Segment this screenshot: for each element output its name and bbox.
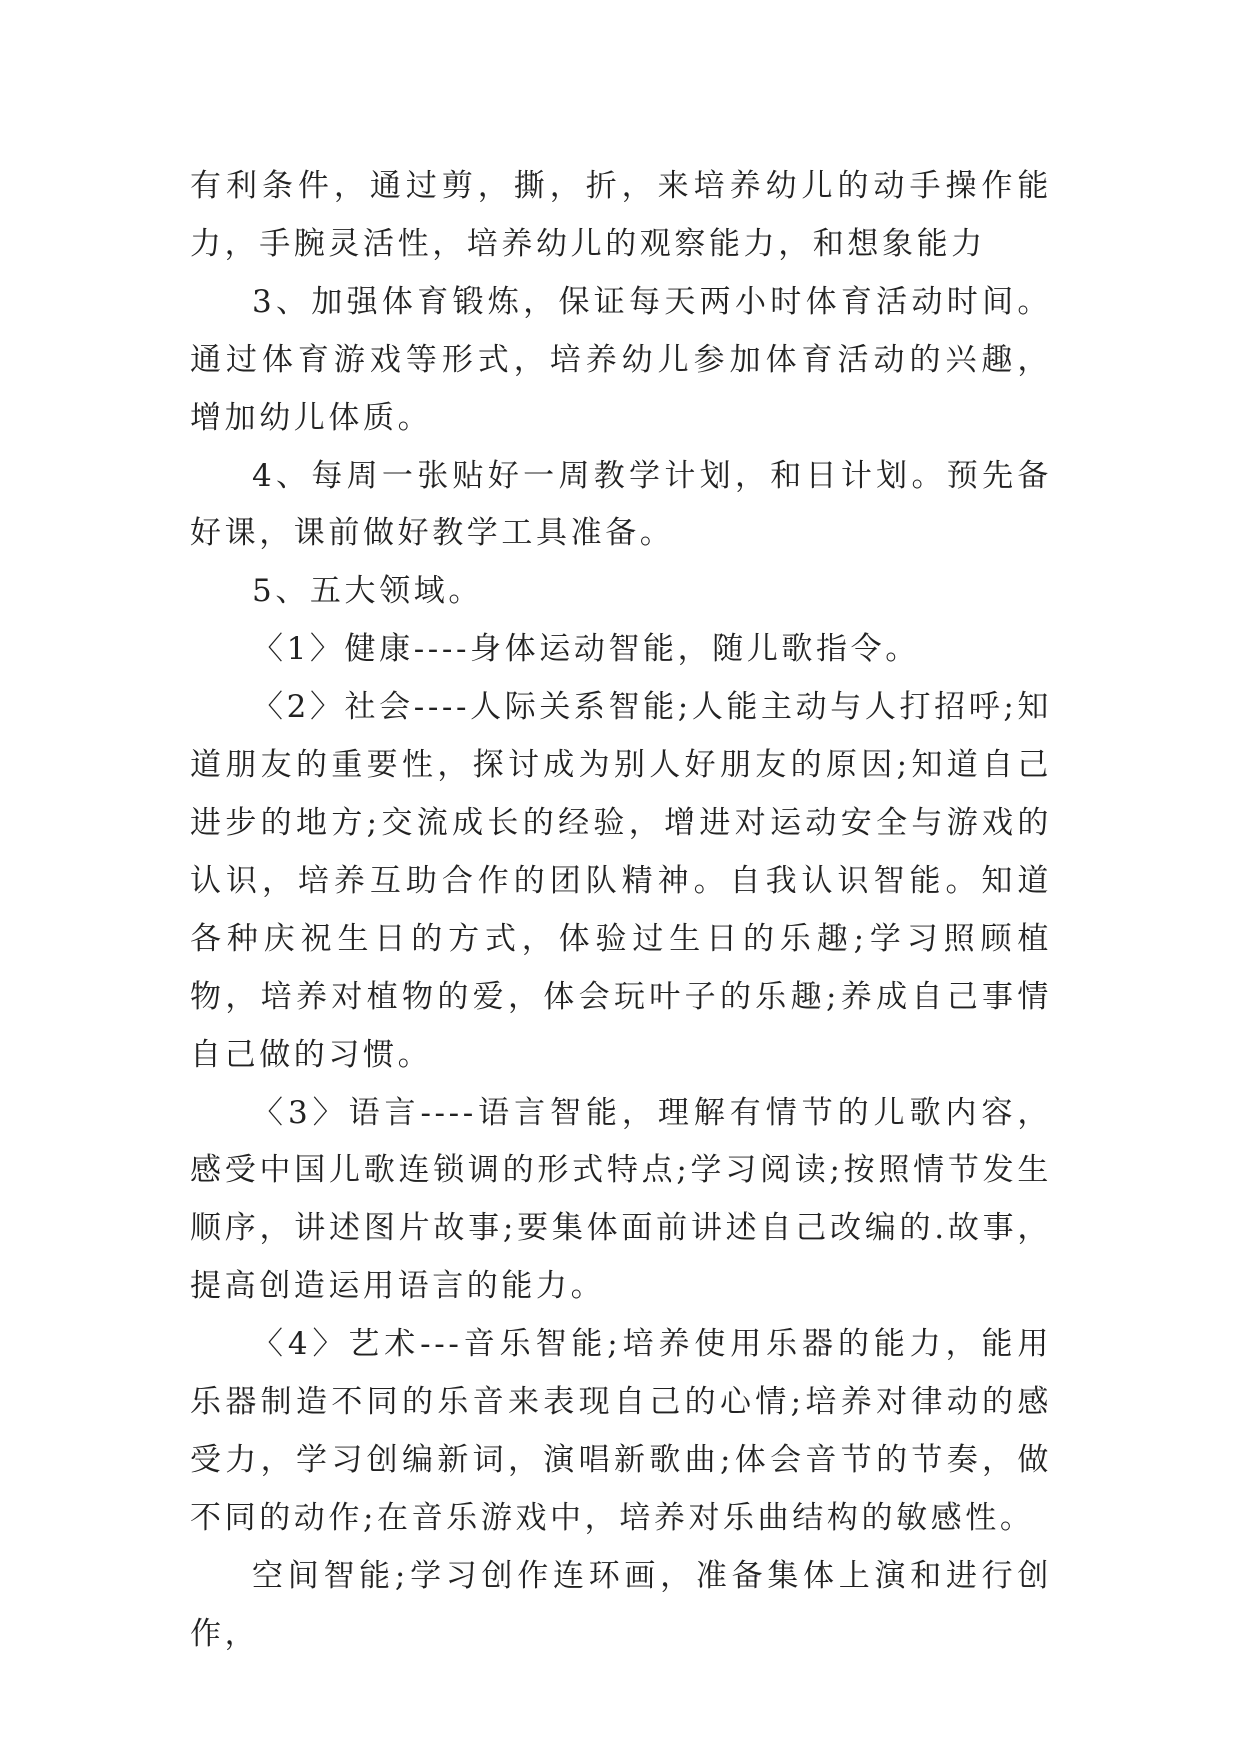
paragraph-item-5: 5、五大领域。 xyxy=(252,573,483,610)
paragraph-continuation: 有利条件，通过剪，撕，折，来培养幼儿的动手操作能力，手腕灵活性，培养幼儿的观察能力，和想象能力 xyxy=(190,168,1052,262)
paragraph-art: 〈4〉艺术---音乐智能;培养使用乐器的能力，能用乐器制造不同的乐音来表现自己的心情;培养对律动的感受力，学习创编新词，演唱新歌曲;体会音节的节奏，做不同的动作;在音乐游戏中，培养对乐曲结构的敏感性。 xyxy=(190,1326,1052,1536)
paragraph-item-4: 4、每周一张贴好一周教学计划，和日计划。预先备好课，课前做好教学工具准备。 xyxy=(190,457,1052,552)
body-text xyxy=(190,158,1052,1664)
paragraph-society: 〈2〉社会----人际关系智能;人能主动与人打招呼;知道朋友的重要性，探讨成为别人好朋友的原因;知道自己进步的地方;交流成长的经验，增进对运动安全与游戏的认识，培养互助合作的团队精神。自我认识智能。知道各种庆祝生日的方式，体验过生日的乐趣;学习照顾植物，培养对植物的爱，体会玩叶子的乐趣;养成自己事情自己做的习惯。 xyxy=(190,689,1052,1073)
paragraph-health: 〈1〉健康----身体运动智能，随儿歌指令。 xyxy=(252,631,920,668)
paragraph-language: 〈3〉语言----语言智能，理解有情节的儿歌内容，感受中国儿歌连锁调的形式特点;学习阅读;按照情节发生顺序，讲述图片故事;要集体面前讲述自己改编的.故事，提高创造运用语言的能力。 xyxy=(190,1094,1052,1305)
paragraph-item-3: 3、加强体育锻炼，保证每天两小时体育活动时间。通过体育游戏等形式，培养幼儿参加体育活动的兴趣，增加幼儿体质。 xyxy=(190,283,1052,436)
paragraph-spatial: 空间智能;学习创作连环画，准备集体上演和进行创作， xyxy=(190,1557,1052,1652)
